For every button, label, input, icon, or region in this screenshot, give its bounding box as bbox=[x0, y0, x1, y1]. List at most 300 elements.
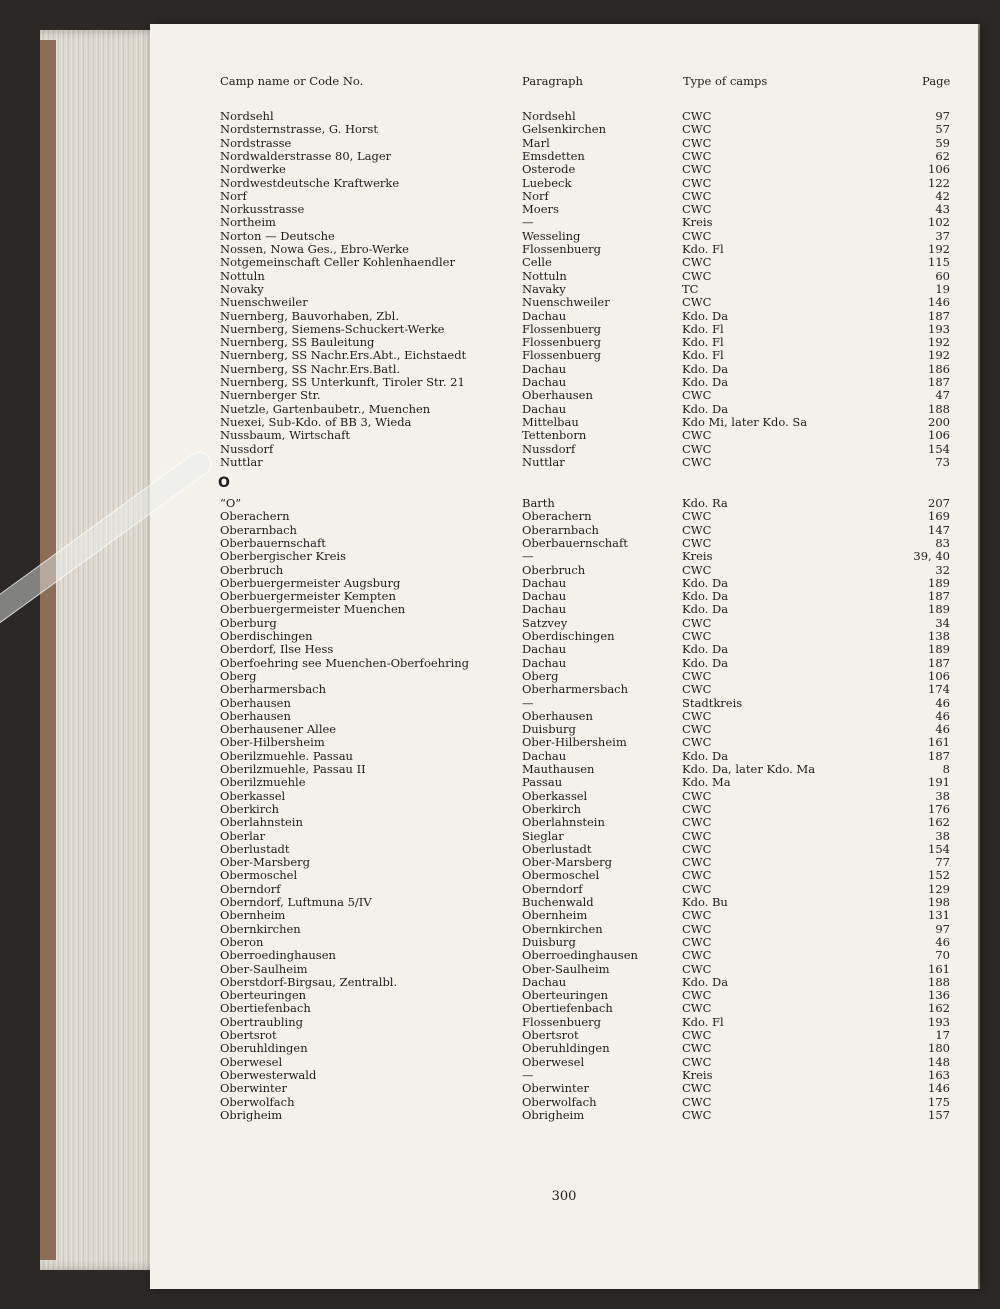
camp-name-cell: Obrigheim bbox=[220, 1107, 283, 1122]
paragraph-cell: Oberroedinghausen bbox=[522, 948, 638, 963]
paragraph-cell: Oberndorf bbox=[522, 881, 583, 896]
camp-name-cell: Nuernberg, SS Nachr.Ers.Abt., Eichstaedt bbox=[220, 348, 467, 363]
page-cell: 189 bbox=[928, 575, 950, 590]
camp-type-cell: Kreis bbox=[682, 549, 713, 564]
page-cell: 187 bbox=[928, 589, 950, 604]
camp-type-cell: Kdo. Da bbox=[682, 589, 729, 604]
camp-type-cell: Kdo. Da bbox=[682, 375, 729, 389]
camp-name-cell: Nuexei, Sub-Kdo. of BB 3, Wieda bbox=[220, 414, 412, 429]
camp-name-cell: Ober-Saulheim bbox=[220, 961, 308, 976]
table-row bbox=[150, 163, 978, 176]
camp-type-cell: CWC bbox=[682, 921, 712, 936]
paragraph-cell: Oberuhldingen bbox=[522, 1041, 610, 1056]
table-row bbox=[150, 456, 978, 469]
camp-name-cell: Nuttlar bbox=[220, 454, 263, 469]
paragraph-cell: Wesseling bbox=[522, 228, 581, 243]
camp-name-cell: Nuernberg, SS Bauleitung bbox=[220, 335, 375, 350]
page-cell: 47 bbox=[935, 388, 950, 403]
camp-name-cell: Nuernberg, Bauvorhaben, Zbl. bbox=[220, 308, 399, 323]
table-row bbox=[150, 1029, 978, 1042]
table-row bbox=[150, 510, 978, 523]
paragraph-cell: — bbox=[522, 695, 534, 710]
camp-name-cell: Oberlar bbox=[220, 828, 266, 843]
paragraph-cell: Flossenbuerg bbox=[522, 321, 602, 336]
paragraph-cell: Oberhausen bbox=[522, 708, 593, 723]
paragraph-cell: Oberbauernschaft bbox=[522, 535, 628, 550]
page-cell: 102 bbox=[928, 215, 950, 230]
paragraph-cell: Mauthausen bbox=[522, 762, 595, 776]
table-row bbox=[150, 296, 978, 309]
camp-name-cell: Oberlustadt bbox=[220, 841, 290, 856]
paragraph-cell: Marl bbox=[522, 135, 550, 150]
camp-type-cell: Kdo Mi, later Kdo. Sa bbox=[682, 414, 808, 429]
page-cell: 115 bbox=[928, 255, 950, 270]
table-row bbox=[150, 816, 978, 829]
paragraph-cell: Dachau bbox=[522, 642, 567, 657]
camp-type-cell: CWC bbox=[682, 629, 712, 643]
page-cell: 136 bbox=[928, 988, 950, 1003]
page-cell: 152 bbox=[928, 868, 950, 883]
paragraph-cell: Oberharmersbach bbox=[522, 682, 629, 697]
camp-name-cell: Oberndorf, Luftmuna 5/IV bbox=[220, 895, 372, 909]
table-row bbox=[150, 843, 978, 856]
paragraph-cell: Obertsrot bbox=[522, 1028, 579, 1042]
camp-type-cell: CWC bbox=[682, 934, 712, 949]
camp-name-cell: Oberharmersbach bbox=[220, 682, 327, 697]
camp-type-cell: Kdo. Da bbox=[682, 602, 729, 617]
table-row bbox=[150, 963, 978, 976]
camp-type-cell: CWC bbox=[682, 148, 712, 163]
page-cell: 198 bbox=[928, 895, 950, 909]
table-row bbox=[150, 723, 978, 736]
camp-type-cell: CWC bbox=[682, 668, 712, 683]
table-row bbox=[150, 896, 978, 909]
camp-name-cell: Oberbuergermeister Muenchen bbox=[220, 602, 406, 617]
table-row bbox=[150, 617, 978, 630]
camp-type-cell: CWC bbox=[682, 268, 712, 283]
page-cell: 70 bbox=[935, 948, 950, 963]
book-page-edges bbox=[40, 30, 165, 1270]
page-cell: 38 bbox=[935, 788, 950, 803]
camp-type-cell: CWC bbox=[682, 522, 712, 537]
camp-type-cell: Kreis bbox=[682, 1067, 713, 1082]
page-cell: 200 bbox=[928, 414, 950, 429]
table-row bbox=[150, 949, 978, 962]
page-cell: 46 bbox=[935, 708, 950, 723]
paragraph-cell: Dachau bbox=[522, 589, 567, 604]
page-cell: 138 bbox=[928, 629, 950, 643]
page-cell: 8 bbox=[942, 762, 950, 776]
page-cell: 97 bbox=[935, 921, 950, 936]
camp-type-cell: CWC bbox=[682, 868, 712, 883]
table-row bbox=[150, 416, 978, 429]
camp-type-cell: CWC bbox=[682, 1094, 712, 1109]
page-cell: 192 bbox=[928, 335, 950, 350]
table-row bbox=[150, 497, 978, 510]
table-row bbox=[150, 590, 978, 603]
paragraph-cell: Luebeck bbox=[522, 175, 572, 190]
paragraph-cell: Dachau bbox=[522, 401, 567, 416]
camp-name-cell: Oberwolfach bbox=[220, 1094, 295, 1109]
paragraph-cell: Flossenbuerg bbox=[522, 335, 602, 350]
camp-name-cell: Nussbaum, Wirtschaft bbox=[220, 428, 351, 443]
camp-name-cell: Oberilzmuehle bbox=[220, 775, 306, 790]
paragraph-cell: Nussdorf bbox=[522, 441, 576, 456]
camp-name-cell: Nordsternstrasse, G. Horst bbox=[220, 122, 378, 137]
paragraph-cell: Dachau bbox=[522, 748, 567, 763]
camp-name-cell: Oberwesterwald bbox=[220, 1067, 317, 1082]
camp-type-cell: Kdo. Da bbox=[682, 308, 729, 323]
camp-type-cell: CWC bbox=[682, 135, 712, 150]
paragraph-cell: Oberlustadt bbox=[522, 841, 592, 856]
page-cell: 38 bbox=[935, 828, 950, 843]
camp-name-cell: Oberdorf, Ilse Hess bbox=[220, 642, 334, 657]
camp-type-cell: CWC bbox=[682, 1001, 712, 1016]
camp-type-cell: Kdo. Da bbox=[682, 974, 729, 989]
page-cell: 186 bbox=[928, 361, 950, 376]
page-cell: 189 bbox=[928, 602, 950, 617]
paragraph-cell: Ober-Hilbersheim bbox=[522, 735, 627, 750]
page-cell: 57 bbox=[935, 122, 950, 137]
camp-type-cell: CWC bbox=[682, 441, 712, 456]
camp-name-cell: Norkusstrasse bbox=[220, 202, 305, 217]
table-row bbox=[150, 190, 978, 203]
paragraph-cell: Satzvey bbox=[522, 615, 568, 630]
camp-name-cell: Oberilzmuehle, Passau II bbox=[220, 762, 366, 776]
camp-name-cell: Ober-Hilbersheim bbox=[220, 735, 325, 750]
table-row bbox=[150, 1002, 978, 1015]
page-cell: 34 bbox=[935, 615, 950, 630]
camp-type-cell: Kdo. Da bbox=[682, 655, 729, 670]
page-cell: 62 bbox=[935, 148, 950, 163]
table-row bbox=[150, 776, 978, 789]
camp-name-cell: Oberbauernschaft bbox=[220, 535, 326, 550]
paragraph-cell: Nuenschweiler bbox=[522, 295, 610, 310]
page-cell: 59 bbox=[935, 135, 950, 150]
table-row bbox=[150, 216, 978, 229]
table-row bbox=[150, 1069, 978, 1082]
table-row bbox=[150, 403, 978, 416]
table-row bbox=[150, 336, 978, 349]
paragraph-cell: Dachau bbox=[522, 375, 567, 389]
paragraph-cell: — bbox=[522, 215, 534, 230]
table-row bbox=[150, 349, 978, 362]
camp-type-cell: Kreis bbox=[682, 215, 713, 230]
page-cell: 187 bbox=[928, 655, 950, 670]
paragraph-cell: Gelsenkirchen bbox=[522, 122, 606, 137]
paragraph-cell: Dachau bbox=[522, 602, 567, 617]
page-cell: 46 bbox=[935, 934, 950, 949]
camp-name-cell: Nordsehl bbox=[220, 109, 274, 123]
page-cell: 154 bbox=[928, 441, 950, 456]
page-cell: 188 bbox=[928, 974, 950, 989]
camp-type-cell: CWC bbox=[682, 988, 712, 1003]
page-cell: 180 bbox=[928, 1041, 950, 1056]
paragraph-cell: Sieglar bbox=[522, 828, 564, 843]
camp-type-cell: CWC bbox=[682, 1054, 712, 1069]
paragraph-cell: Barth bbox=[522, 496, 555, 510]
header-page: Page bbox=[922, 74, 951, 88]
camp-name-cell: Oberbruch bbox=[220, 562, 284, 577]
table-row bbox=[150, 577, 978, 590]
paragraph-cell: Dachau bbox=[522, 361, 567, 376]
camp-name-cell: Obernheim bbox=[220, 908, 286, 923]
camp-type-cell: CWC bbox=[682, 122, 712, 137]
page-cell: 39, 40 bbox=[913, 549, 950, 564]
camp-name-cell: Ober-Marsberg bbox=[220, 855, 311, 870]
camp-type-cell: CWC bbox=[682, 228, 712, 243]
camp-type-cell: CWC bbox=[682, 454, 712, 469]
table-row bbox=[150, 603, 978, 616]
paragraph-cell: Oberarnbach bbox=[522, 522, 599, 537]
page-cell: 193 bbox=[928, 321, 950, 336]
page-cell: 60 bbox=[935, 268, 950, 283]
table-row bbox=[150, 389, 978, 402]
camp-name-cell: Obertsrot bbox=[220, 1028, 277, 1042]
table-row bbox=[150, 524, 978, 537]
camp-type-cell: CWC bbox=[682, 109, 712, 123]
paragraph-cell: — bbox=[522, 549, 534, 564]
paragraph-cell: Tettenborn bbox=[522, 428, 587, 443]
paragraph-cell: Dachau bbox=[522, 974, 567, 989]
header-camp-name: Camp name or Code No. bbox=[220, 74, 364, 88]
paragraph-cell: Osterode bbox=[522, 162, 576, 177]
camp-type-cell: TC bbox=[682, 281, 699, 296]
camp-name-cell: Notgemeinschaft Celler Kohlenhaendler bbox=[220, 255, 455, 270]
table-row bbox=[150, 936, 978, 949]
camp-name-cell: Oberachern bbox=[220, 509, 290, 524]
page-cell: 46 bbox=[935, 695, 950, 710]
page-cell: 122 bbox=[928, 175, 950, 190]
camp-type-cell: CWC bbox=[682, 1107, 712, 1122]
camp-type-cell: Kdo. Bu bbox=[682, 895, 728, 909]
paragraph-cell: Oberg bbox=[522, 668, 559, 683]
paragraph-cell: Ober-Saulheim bbox=[522, 961, 610, 976]
camp-name-cell: Oberndorf bbox=[220, 881, 281, 896]
page-cell: 169 bbox=[928, 509, 950, 524]
paragraph-cell: Mittelbau bbox=[522, 414, 579, 429]
camp-name-cell: Nuetzle, Gartenbaubetr., Muenchen bbox=[220, 401, 431, 416]
book-page bbox=[150, 24, 978, 1289]
camp-name-cell: Obernkirchen bbox=[220, 921, 301, 936]
page-cell: 73 bbox=[935, 454, 950, 469]
page-cell: 106 bbox=[928, 162, 950, 177]
table-row bbox=[150, 429, 978, 442]
table-row bbox=[150, 243, 978, 256]
camp-type-cell: Kdo. Fl bbox=[682, 1014, 724, 1029]
paragraph-cell: Passau bbox=[522, 775, 563, 790]
table-row bbox=[150, 564, 978, 577]
paragraph-cell: Oberwinter bbox=[522, 1081, 589, 1096]
camp-name-cell: Oberteuringen bbox=[220, 988, 307, 1003]
camp-type-cell: CWC bbox=[682, 388, 712, 403]
page-cell: 187 bbox=[928, 308, 950, 323]
camp-name-cell: Norf bbox=[220, 188, 247, 203]
camp-name-cell: Novaky bbox=[220, 281, 264, 296]
paragraph-cell: Duisburg bbox=[522, 934, 576, 949]
camp-name-cell: Oberbuergermeister Augsburg bbox=[220, 575, 401, 590]
paragraph-cell: Oberlahnstein bbox=[522, 815, 605, 830]
camp-name-cell: Nordwalderstrasse 80, Lager bbox=[220, 148, 392, 163]
table-row bbox=[150, 683, 978, 696]
table-row bbox=[150, 923, 978, 936]
page-cell: 46 bbox=[935, 722, 950, 737]
camp-type-cell: CWC bbox=[682, 841, 712, 856]
table-row bbox=[150, 550, 978, 563]
camp-type-cell: CWC bbox=[682, 1041, 712, 1056]
table-row bbox=[150, 230, 978, 243]
page-cell: 188 bbox=[928, 401, 950, 416]
page-cell: 32 bbox=[935, 562, 950, 577]
table-row bbox=[150, 283, 978, 296]
camp-type-cell: CWC bbox=[682, 295, 712, 310]
camp-type-cell: Kdo. Da bbox=[682, 361, 729, 376]
page-cell: 163 bbox=[928, 1067, 950, 1082]
camp-type-cell: Kdo. Fl bbox=[682, 242, 724, 256]
paragraph-cell: Oberhausen bbox=[522, 388, 593, 403]
table-row bbox=[150, 323, 978, 336]
camp-type-cell: Kdo. Da bbox=[682, 401, 729, 416]
camp-type-cell: CWC bbox=[682, 961, 712, 976]
camp-type-cell: CWC bbox=[682, 908, 712, 923]
page-cell: 157 bbox=[928, 1107, 950, 1122]
camp-name-cell: Oberkirch bbox=[220, 801, 280, 816]
table-row bbox=[150, 363, 978, 376]
page-cell: 147 bbox=[928, 522, 950, 537]
camp-name-cell: Oberroedinghausen bbox=[220, 948, 336, 963]
paragraph-cell: Moers bbox=[522, 202, 559, 217]
table-row bbox=[150, 883, 978, 896]
paragraph-cell: Dachau bbox=[522, 655, 567, 670]
table-row bbox=[150, 150, 978, 163]
camp-type-cell: CWC bbox=[682, 801, 712, 816]
paragraph-cell: Oberbruch bbox=[522, 562, 586, 577]
paragraph-cell: Flossenbuerg bbox=[522, 348, 602, 363]
camp-type-cell: CWC bbox=[682, 562, 712, 577]
paragraph-cell: Obertiefenbach bbox=[522, 1001, 613, 1016]
paragraph-cell: Navaky bbox=[522, 281, 566, 296]
page-cell: 37 bbox=[935, 228, 950, 243]
table-row bbox=[150, 177, 978, 190]
paragraph-cell: Oberteuringen bbox=[522, 988, 609, 1003]
camp-name-cell: Nordstrasse bbox=[220, 135, 292, 150]
table-row bbox=[150, 110, 978, 123]
camp-name-cell: Oberg bbox=[220, 668, 257, 683]
table-row bbox=[150, 256, 978, 269]
paragraph-cell: — bbox=[522, 1067, 534, 1082]
camp-name-cell: Oberlahnstein bbox=[220, 815, 303, 830]
header-paragraph: Paragraph bbox=[522, 74, 583, 88]
camp-name-cell: Oberfoehring see Muenchen-Oberfoehring bbox=[220, 655, 470, 670]
page-cell: 161 bbox=[928, 961, 950, 976]
table-row bbox=[150, 736, 978, 749]
page-cell: 192 bbox=[928, 348, 950, 363]
camp-name-cell: Nottuln bbox=[220, 268, 265, 283]
camp-name-cell: Oberbuergermeister Kempten bbox=[220, 589, 396, 604]
paragraph-cell: Flossenbuerg bbox=[522, 242, 602, 256]
camp-name-cell: Nussdorf bbox=[220, 441, 274, 456]
table-row bbox=[150, 1082, 978, 1095]
table-row bbox=[150, 1109, 978, 1122]
camp-name-cell: Nuernberg, Siemens-Schuckert-Werke bbox=[220, 321, 445, 336]
page-cell: 19 bbox=[935, 281, 950, 296]
paragraph-cell: Obermoschel bbox=[522, 868, 600, 883]
page-cell: 106 bbox=[928, 428, 950, 443]
table-row bbox=[150, 1056, 978, 1069]
table-row bbox=[150, 790, 978, 803]
camp-type-cell: Kdo. Ma bbox=[682, 775, 731, 790]
camp-type-cell: CWC bbox=[682, 175, 712, 190]
camp-type-cell: CWC bbox=[682, 788, 712, 803]
page-cell: 146 bbox=[928, 295, 950, 310]
camp-name-cell: Obertiefenbach bbox=[220, 1001, 311, 1016]
page-cell: 43 bbox=[935, 202, 950, 217]
camp-type-cell: CWC bbox=[682, 881, 712, 896]
camp-type-cell: CWC bbox=[682, 535, 712, 550]
page-cell: 176 bbox=[928, 801, 950, 816]
camp-name-cell: Oberwinter bbox=[220, 1081, 287, 1096]
paragraph-cell: Oberkirch bbox=[522, 801, 582, 816]
table-row bbox=[150, 123, 978, 136]
camp-name-cell: Oberilzmuehle. Passau bbox=[220, 748, 353, 763]
camp-type-cell: CWC bbox=[682, 948, 712, 963]
camp-name-cell: Nuenschweiler bbox=[220, 295, 308, 310]
camp-type-cell: Kdo. Da bbox=[682, 748, 729, 763]
paragraph-cell: Oberwolfach bbox=[522, 1094, 597, 1109]
camp-type-cell: CWC bbox=[682, 615, 712, 630]
camp-type-cell: CWC bbox=[682, 188, 712, 203]
page-cell: 42 bbox=[935, 188, 950, 203]
paragraph-cell: Emsdetten bbox=[522, 148, 585, 163]
camp-name-cell: Obertraubling bbox=[220, 1014, 303, 1029]
camp-type-cell: Stadtkreis bbox=[682, 695, 743, 710]
camp-name-cell: Nuernberg, SS Nachr.Ers.Batl. bbox=[220, 361, 401, 376]
book-cover-strip bbox=[40, 40, 56, 1260]
camp-name-cell: Oberarnbach bbox=[220, 522, 297, 537]
table-row bbox=[150, 869, 978, 882]
camp-name-cell: Oberwesel bbox=[220, 1054, 283, 1069]
table-row bbox=[150, 1016, 978, 1029]
table-row bbox=[150, 697, 978, 710]
camp-name-cell: Nuernberger Str. bbox=[220, 388, 321, 403]
paragraph-cell: Flossenbuerg bbox=[522, 1014, 602, 1029]
page-cell: 162 bbox=[928, 815, 950, 830]
camp-name-cell: Northeim bbox=[220, 215, 276, 230]
table-row bbox=[150, 763, 978, 776]
paragraph-cell: Oberachern bbox=[522, 509, 592, 524]
page-cell: 189 bbox=[928, 642, 950, 657]
page-cell: 192 bbox=[928, 242, 950, 256]
camp-type-cell: CWC bbox=[682, 428, 712, 443]
camp-name-cell: Nordwerke bbox=[220, 162, 286, 177]
camp-name-cell: Oberbergischer Kreis bbox=[220, 549, 346, 564]
camp-name-cell: Oberhausener Allee bbox=[220, 722, 337, 737]
camp-name-cell: Oberuhldingen bbox=[220, 1041, 308, 1056]
table-row bbox=[150, 1096, 978, 1109]
page-cell: 106 bbox=[928, 668, 950, 683]
page-cell: 187 bbox=[928, 375, 950, 389]
paragraph-cell: Nuttlar bbox=[522, 454, 565, 469]
camp-type-cell: CWC bbox=[682, 202, 712, 217]
camp-name-cell: “O” bbox=[220, 496, 242, 510]
page-cell: 193 bbox=[928, 1014, 950, 1029]
page-cell: 83 bbox=[935, 535, 950, 550]
camp-type-cell: Kdo. Da bbox=[682, 575, 729, 590]
camp-name-cell: Norton — Deutsche bbox=[220, 228, 335, 243]
table-row bbox=[150, 270, 978, 283]
paragraph-cell: Oberwesel bbox=[522, 1054, 585, 1069]
camp-type-cell: Kdo. Da bbox=[682, 642, 729, 657]
